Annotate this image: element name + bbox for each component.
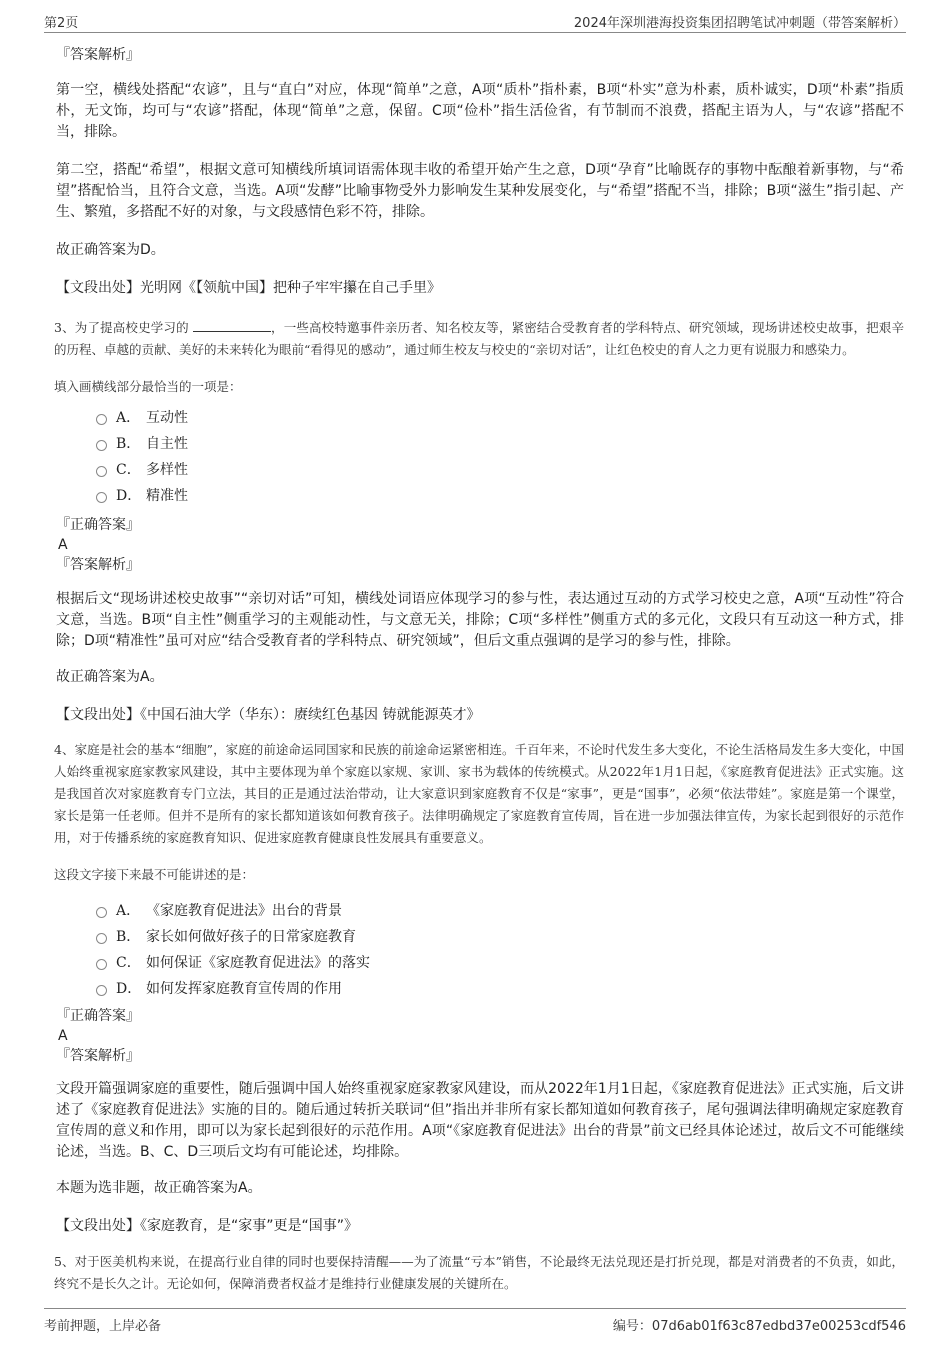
page-number: 第2页 bbox=[44, 16, 79, 31]
option-d[interactable] bbox=[96, 482, 904, 508]
option-c[interactable] bbox=[96, 949, 904, 975]
option-text: 多样性 bbox=[146, 462, 188, 478]
question-4-text: 4、家庭是社会的基本“细胞”，家庭的前途命运同国家和民族的前途命运紧密相连。千百年来，不论时代发生多大变化，不论生活格局发生多大变化，中国人始终重视家庭家教家风建设，其中主要体现为单个家庭以家规、家训、家书为载体的传统模式。从2022年1月1日起，《家庭教育促进法》正式实施。这是我国首次对家庭教育专门立法，其目的正是通过法治带动，让大家意识到家庭教育不仅是“家事”，更是“国事”，必须“依法带娃”。家庭是第一个课堂，家长是第一任老师。但并不是所有的家长都知道该如何教育孩子。法律明确规定了家庭教育宣传周，旨在进一步加强法律宣传，为家长起到很好的示范作用，对于传播系统的家庭教育知识、促进家庭教育健康良性发展具有重要意义。 bbox=[54, 742, 904, 845]
radio-button[interactable] bbox=[96, 985, 107, 996]
question-3-options bbox=[96, 404, 904, 508]
analysis-conclusion: 故正确答案为D。 bbox=[56, 242, 165, 258]
radio-button[interactable] bbox=[96, 907, 107, 918]
question-3-text bbox=[54, 317, 904, 361]
correct-answer: A bbox=[58, 537, 68, 553]
option-d[interactable] bbox=[96, 975, 904, 1001]
option-letter: B． bbox=[116, 436, 141, 452]
option-a[interactable] bbox=[96, 404, 904, 430]
option-c[interactable] bbox=[96, 456, 904, 482]
option-letter: C． bbox=[116, 462, 141, 478]
option-b[interactable] bbox=[96, 430, 904, 456]
analysis-paragraph: 第二空，搭配“希望”，根据文意可知横线所填词语需体现丰收的希望开始产生之意，D项“孕育”比喻既存的事物中酝酿着新事物，与“希望”搭配恰当，且符合文意，当选。A项“发酵”比喻事物受外力影响发生某种发展变化，与“希望”搭配不当，排除；B项“滋生”指引起、产生、繁殖，多搭配不好的对象，与文段感情色彩不符，排除。 bbox=[56, 162, 904, 220]
option-text: 互动性 bbox=[146, 410, 188, 426]
footer-slogan: 考前押题，上岸必备 bbox=[44, 1319, 162, 1334]
question-4-options bbox=[96, 897, 904, 1001]
option-b[interactable] bbox=[96, 923, 904, 949]
correct-answer: A bbox=[58, 1028, 68, 1044]
option-letter: D． bbox=[116, 981, 142, 997]
analysis-paragraph: 第一空，横线处搭配“农谚”，且与“直白”对应，体现“简单”之意，A项“质朴”指朴素，B项“朴实”意为朴素，质朴诚实，D项“朴素”指质朴，无文饰，均可与“农谚”搭配，体现“简单”之意，保留。C项“俭朴”指生活俭省，有节制而不浪费，搭配主语为人，与“农谚”搭配不当，排除。 bbox=[56, 82, 904, 140]
radio-button[interactable] bbox=[96, 466, 107, 477]
option-letter: B． bbox=[116, 929, 141, 945]
analysis-label: 『答案解析』 bbox=[56, 47, 140, 63]
option-letter: A． bbox=[116, 410, 141, 426]
source-citation: 【文段出处】光明网《【领航中国】把种子牢牢攥在自己手里》 bbox=[56, 280, 441, 296]
analysis-label: 『答案解析』 bbox=[56, 557, 140, 573]
radio-button[interactable] bbox=[96, 959, 107, 970]
correct-answer-label: 『正确答案』 bbox=[56, 1008, 140, 1024]
document-title: 2024年深圳港海投资集团招聘笔试冲刺题（带答案解析） bbox=[573, 16, 906, 31]
option-a[interactable] bbox=[96, 897, 904, 923]
analysis-label: 『答案解析』 bbox=[56, 1048, 140, 1064]
question-3-ask: 填入画横线部分最恰当的一项是： bbox=[54, 379, 242, 394]
analysis-paragraph: 根据后文“现场讲述校史故事”“亲切对话”可知，横线处词语应体现学习的参与性，表达通过互动的方式学习校史之意，A项“互动性”符合文意，当选。B项“自主性”侧重学习的主观能动性，与文意无关，排除；C项“多样性”侧重方式的多元化，文段只有互动这一种方式，排除；D项“精准性”虽可对应“结合受教育者的学科特点、研究领域”，但后文重点强调的是学习的参与性，排除。 bbox=[56, 591, 904, 649]
option-text: 自主性 bbox=[146, 436, 188, 452]
question-5-text: 5、对于医美机构来说，在提高行业自律的同时也要保持清醒——为了流量“亏本”销售，不论最终无法兑现还是打折兑现，都是对消费者的不负责，如此，终究不是长久之计。无论如何，保障消费者权益才是维持行业健康发展的关键所在。 bbox=[54, 1254, 904, 1291]
analysis-conclusion: 故正确答案为A。 bbox=[56, 669, 164, 685]
question-3-text-end: ，一些高校特邀事件亲历者、知名校友等，紧密结合受教育者的学科特点、研究领域，现场讲述校史故事，把艰辛的历程、卓越的贡献、美好的未来转化为眼前“看得见的感动”，通过师生校友与校史的“亲切对话”，让红色校史的育人之力更有说服力和感染力。 bbox=[54, 320, 904, 357]
analysis-conclusion: 本题为选非题，故正确答案为A。 bbox=[56, 1180, 262, 1196]
fill-blank bbox=[193, 319, 271, 332]
page-header bbox=[44, 10, 906, 33]
radio-button[interactable] bbox=[96, 933, 107, 944]
source-citation: 【文段出处】《家庭教育，是“家事”更是“国事”》 bbox=[56, 1218, 359, 1234]
source-citation: 【文段出处】《中国石油大学（华东）：赓续红色基因 铸就能源英才》 bbox=[56, 707, 481, 723]
page-footer bbox=[44, 1308, 906, 1335]
question-3-text-start: 3、为了提高校史学习的 bbox=[54, 320, 189, 335]
option-text: 精准性 bbox=[146, 488, 188, 504]
radio-button[interactable] bbox=[96, 492, 107, 503]
analysis-paragraph: 文段开篇强调家庭的重要性，随后强调中国人始终重视家庭家教家风建设，而从2022年1月1日起，《家庭教育促进法》正式实施，后文讲述了《家庭教育促进法》实施的目的。随后通过转折关联词“但”指出并非所有家长都知道如何教育孩子，尾句强调法律明确规定家庭教育宣传周的意义和作用，即可以为家长起到很好的示范作用。A项“《家庭教育促进法》出台的背景”前文已经具体论述过，故后文不可能继续论述，当选。B、C、D三项后文均有可能论述，均排除。 bbox=[56, 1081, 904, 1160]
option-text: 家长如何做好孩子的日常家庭教育 bbox=[146, 929, 356, 945]
question-4-ask: 这段文字接下来最不可能讲述的是： bbox=[54, 867, 255, 882]
option-text: 《家庭教育促进法》出台的背景 bbox=[146, 903, 342, 919]
radio-button[interactable] bbox=[96, 440, 107, 451]
option-text: 如何保证《家庭教育促进法》的落实 bbox=[146, 955, 370, 971]
radio-button[interactable] bbox=[96, 414, 107, 425]
page-content bbox=[56, 40, 904, 1295]
option-letter: D． bbox=[116, 488, 142, 504]
correct-answer-label: 『正确答案』 bbox=[56, 517, 140, 533]
option-text: 如何发挥家庭教育宣传周的作用 bbox=[146, 981, 342, 997]
document-id: 编号：07d6ab01f63c87edbd37e00253cdf546 bbox=[612, 1319, 906, 1334]
option-letter: A． bbox=[116, 903, 141, 919]
option-letter: C． bbox=[116, 955, 141, 971]
